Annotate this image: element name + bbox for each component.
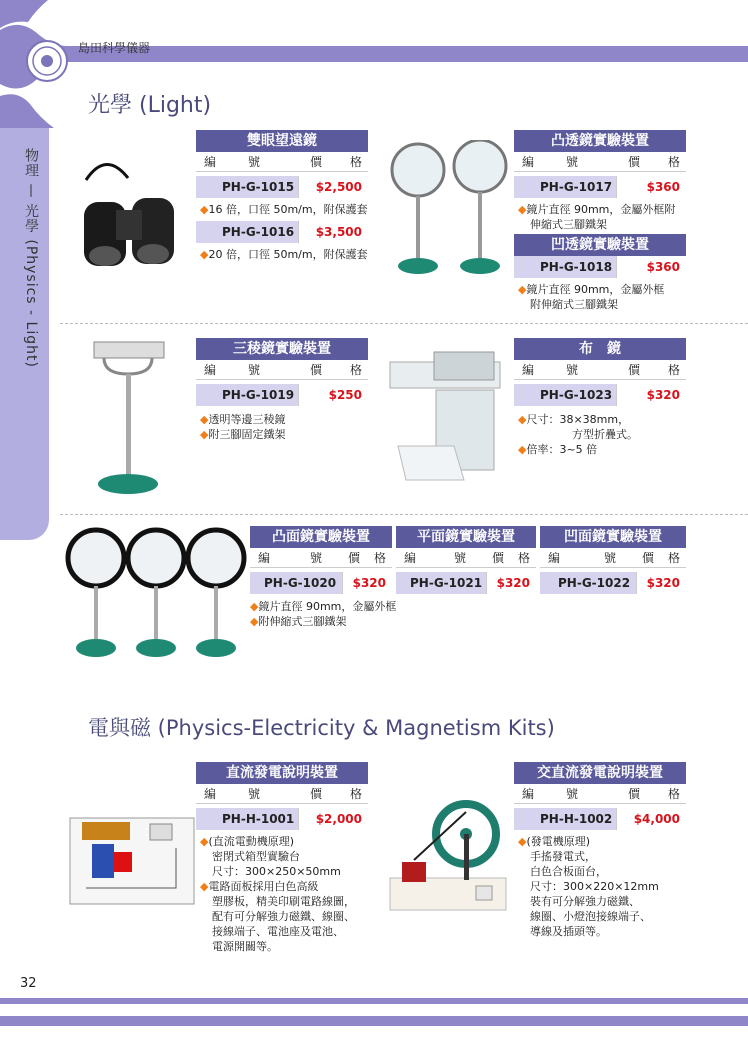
- product-plane-mirror: [396, 526, 536, 594]
- product-row: PH-G-1017 $360: [514, 176, 686, 198]
- bullet-icon: ◆: [200, 880, 209, 893]
- column-header: 編 號 價 格: [250, 548, 392, 568]
- footer-bar: [0, 1016, 748, 1026]
- product-convex-lens: [514, 130, 686, 234]
- product-description: ◆(發電機原理) 手搖發電式， 白色合板面台， 尺寸：300×220×12mm 裝有可分解強力磁鐵、 線圈、小燈泡接線端子、 導線及插頭等。: [518, 835, 659, 938]
- product-title: 直流發電說明裝置: [196, 762, 368, 784]
- product-description: ◆透明等邊三稜鏡 ◆附三腳固定鐵架: [200, 413, 286, 441]
- product-description: ◆16 倍，口徑 50m/m，附保護套: [200, 203, 368, 216]
- product-row: PH-H-1002 $4,000: [514, 808, 686, 830]
- bullet-icon: ◆: [518, 283, 527, 296]
- column-header: 編 號 價 格: [514, 152, 686, 172]
- product-title: 凹透鏡實驗裝置: [514, 234, 686, 256]
- product-row: PH-G-1018 $360: [514, 256, 686, 278]
- section-divider: [60, 323, 748, 324]
- product-description: ◆(直流電動機原理) 密閉式箱型實驗台 尺寸：300×250×50mm ◆電路面板採用白色高級 塑膠板，精美印刷電路線圖， 配有可分解強力磁鐵、線圈、 接線端子、電池座及電池、 電源開關等。: [200, 835, 355, 953]
- bullet-icon: ◆: [200, 835, 209, 848]
- product-concave-lens: [514, 234, 686, 312]
- product-dc-generator: [196, 762, 368, 954]
- bullet-icon: ◆: [200, 428, 209, 441]
- bullet-icon: ◆: [518, 443, 527, 456]
- product-title: 布 鏡: [514, 338, 686, 360]
- product-title: 三稜鏡實驗裝置: [196, 338, 368, 360]
- bullet-icon: ◆: [518, 413, 527, 426]
- product-title: 凹面鏡實驗裝置: [540, 526, 686, 548]
- product-row: PH-G-1022 $320: [540, 572, 686, 594]
- product-row: PH-G-1023 $320: [514, 384, 686, 406]
- product-description: ◆尺寸：38×38mm， 方型折疊式。 ◆倍率：3~5 倍: [518, 413, 638, 456]
- product-row: PH-G-1016 $3,500: [196, 221, 368, 243]
- product-convex-mirror: [250, 526, 392, 594]
- mirrors-image: [64, 526, 250, 666]
- product-title: 凸透鏡實驗裝置: [514, 130, 686, 152]
- product-ac-dc-generator: [514, 762, 686, 939]
- product-row: PH-G-1015 $2,500: [196, 176, 368, 198]
- product-description: ◆20 倍，口徑 50m/m，附保護套: [200, 248, 368, 261]
- column-header: 編 號 價 格: [396, 548, 536, 568]
- product-cloth-lens: [514, 338, 686, 457]
- product-row: PH-G-1019 $250: [196, 384, 368, 406]
- company-logo: [26, 40, 68, 82]
- bullet-icon: ◆: [200, 203, 209, 216]
- mirror-description: ◆鏡片直徑 90mm，金屬外框 ◆附伸縮式三腳鐵架: [250, 600, 397, 628]
- bullet-icon: ◆: [200, 413, 209, 426]
- product-row: PH-G-1021 $320: [396, 572, 536, 594]
- product-title: 交直流發電說明裝置: [514, 762, 686, 784]
- section-title-light: 光學 (Light): [88, 93, 212, 118]
- product-concave-mirror: [540, 526, 686, 594]
- lens-stand-image: [384, 140, 514, 280]
- product-description: ◆鏡片直徑 90mm，金屬外框附 伸縮式三腳鐵架: [518, 203, 676, 231]
- column-header: 編 號 價 格: [196, 784, 368, 804]
- bullet-icon: ◆: [518, 203, 527, 216]
- folding-magnifier-image: [384, 350, 514, 490]
- product-row: PH-H-1001 $2,000: [196, 808, 368, 830]
- product-title: 凸面鏡實驗裝置: [250, 526, 392, 548]
- column-header: 編 號 價 格: [514, 784, 686, 804]
- product-row: PH-G-1020 $320: [250, 572, 392, 594]
- bullet-icon: ◆: [250, 600, 259, 613]
- product-prism: [196, 338, 368, 442]
- ac-dc-generator-image: [384, 790, 512, 920]
- section-divider: [60, 514, 748, 515]
- footer-bar: [0, 998, 748, 1004]
- product-binoculars: [196, 130, 368, 262]
- product-title: 雙眼望遠鏡: [196, 130, 368, 152]
- brand-name: 島田科學儀器: [78, 41, 151, 55]
- section-title-emag: 電與磁 (Physics-Electricity & Magnetism Kits): [88, 716, 555, 740]
- column-header: 編 號 價 格: [540, 548, 686, 568]
- column-header: 編 號 價 格: [196, 360, 368, 380]
- binoculars-image: [66, 150, 196, 280]
- dc-generator-image: [66, 808, 198, 908]
- bullet-icon: ◆: [250, 615, 259, 628]
- bullet-icon: ◆: [518, 835, 527, 848]
- column-header: 編 號 價 格: [514, 360, 686, 380]
- column-header: 編 號 價 格: [196, 152, 368, 172]
- product-description: ◆鏡片直徑 90mm，金屬外框 附伸縮式三腳鐵架: [518, 283, 665, 311]
- bullet-icon: ◆: [200, 248, 209, 261]
- side-tab-label: 物理 — 光學 (Physics - Light): [23, 148, 39, 368]
- page-number: 32: [20, 976, 37, 991]
- product-title: 平面鏡實驗裝置: [396, 526, 536, 548]
- prism-stand-image: [84, 334, 174, 504]
